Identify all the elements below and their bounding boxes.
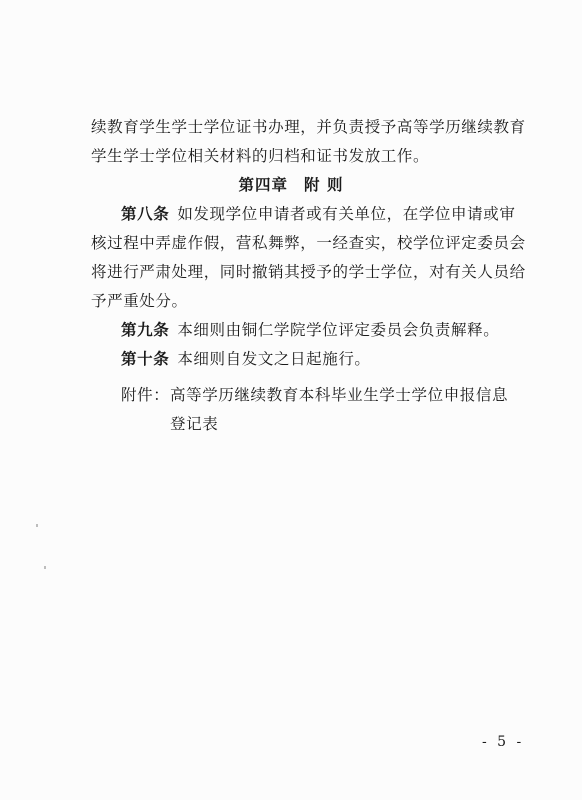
- scan-speck: [44, 566, 46, 569]
- article-8-line-1: [121, 204, 541, 224]
- article-10-number: 第十条: [121, 349, 170, 368]
- attachment-line-2: 登记表: [170, 415, 219, 433]
- article-9-line: [121, 320, 541, 340]
- scan-speck: [36, 524, 38, 527]
- chapter-title: 附 则: [304, 175, 344, 194]
- article-8-line-2: 核过程中弄虚作假，营私舞弊，一经查实，校学位评定委员会: [91, 234, 526, 252]
- article-8-text: 如发现学位申请者或有关单位，在学位申请或审: [177, 205, 516, 223]
- page-number: - 5 -: [482, 734, 525, 750]
- attachment-label: 附件：: [121, 386, 170, 404]
- article-8-line-4: 予严重处分。: [91, 292, 188, 310]
- article-10-text: 本细则自发文之日起施行。: [177, 350, 371, 368]
- continuation-line-1: 续教育学生学士学位证书办理，并负责授予高等学历继续教育: [91, 118, 526, 136]
- article-10-line: [121, 349, 541, 369]
- chapter-heading: [0, 175, 582, 195]
- attachment-line-1: 高等学历继续教育本科毕业生学士学位申报信息: [170, 386, 509, 404]
- article-8-line-3: 将进行严肃处理，同时撤销其授予的学士学位，对有关人员给: [91, 263, 526, 281]
- chapter-number: 第四章: [238, 175, 289, 194]
- continuation-line-2: 学生学士学位相关材料的归档和证书发放工作。: [91, 147, 430, 165]
- article-9-text: 本细则由铜仁学院学位评定委员会负责解释。: [177, 321, 500, 339]
- article-9-number: 第九条: [121, 320, 170, 339]
- article-8-number: 第八条: [121, 204, 170, 223]
